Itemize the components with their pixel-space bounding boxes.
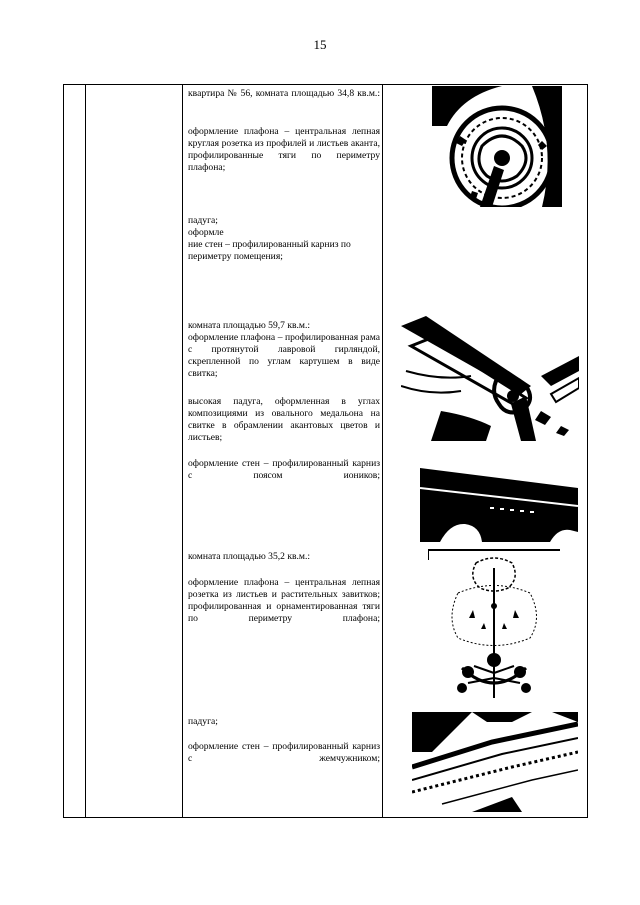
apartment-title: квартира № 56, комната площадью 34,8 кв.м.: bbox=[188, 88, 380, 99]
description-item: падуга; bbox=[188, 716, 218, 727]
apartment-title: комната площадью 35,2 кв.м.: bbox=[188, 551, 311, 562]
cornice-pearl-photo bbox=[412, 712, 578, 812]
description-item: оформление плафона – профилированная рама с протянутой лавровой гирляндой, скрепленной по углам картушем в виде свитка; bbox=[188, 332, 380, 379]
page-number: 15 bbox=[313, 37, 327, 52]
frame-drawing bbox=[401, 316, 579, 441]
description-item: оформле bbox=[188, 227, 224, 238]
cornice-drawing bbox=[420, 468, 578, 542]
table-column-border bbox=[85, 84, 86, 818]
cornice-ionic-photo bbox=[420, 468, 578, 542]
description-item: падуга; bbox=[188, 215, 218, 226]
table-bottom-border bbox=[63, 817, 588, 818]
description-item: оформление плафона – центральная лепная розетка из листьев и растительных завитков; профилированная и орнаментированная тяги по периметру плафона; bbox=[188, 577, 380, 624]
description-item: ние стен – профилированный карниз по периметру помещения; bbox=[188, 239, 351, 262]
table-top-border bbox=[63, 84, 588, 85]
description-item: оформление стен – профилированный карниз с поясом иоников; bbox=[188, 458, 380, 481]
ceiling-rosette-photo bbox=[432, 86, 562, 207]
description-item: оформление стен – профилированный карниз с жемчужником; bbox=[188, 741, 380, 764]
table-column-border bbox=[63, 84, 64, 818]
rosette-drawing bbox=[432, 86, 562, 207]
apartment-title: комната площадью 59,7 кв.м.: bbox=[188, 320, 311, 331]
table-column-border bbox=[382, 84, 383, 818]
description-item: высокая падуга, оформленная в углах композициями из овального медальона на свитке в обрамлении акантовых цветов и листьев; bbox=[188, 396, 380, 443]
table-column-border bbox=[587, 84, 588, 818]
description-item: оформление плафона – центральная лепная круглая розетка из профилей и листьев аканта, профилированные тяги по периметру плафона; bbox=[188, 126, 380, 173]
chandelier-drawing bbox=[428, 548, 560, 703]
table-column-border bbox=[182, 84, 183, 818]
ceiling-frame-garland-photo bbox=[401, 316, 579, 441]
pearl-cornice-drawing bbox=[412, 712, 578, 812]
rosette-chandelier-photo bbox=[428, 548, 560, 703]
